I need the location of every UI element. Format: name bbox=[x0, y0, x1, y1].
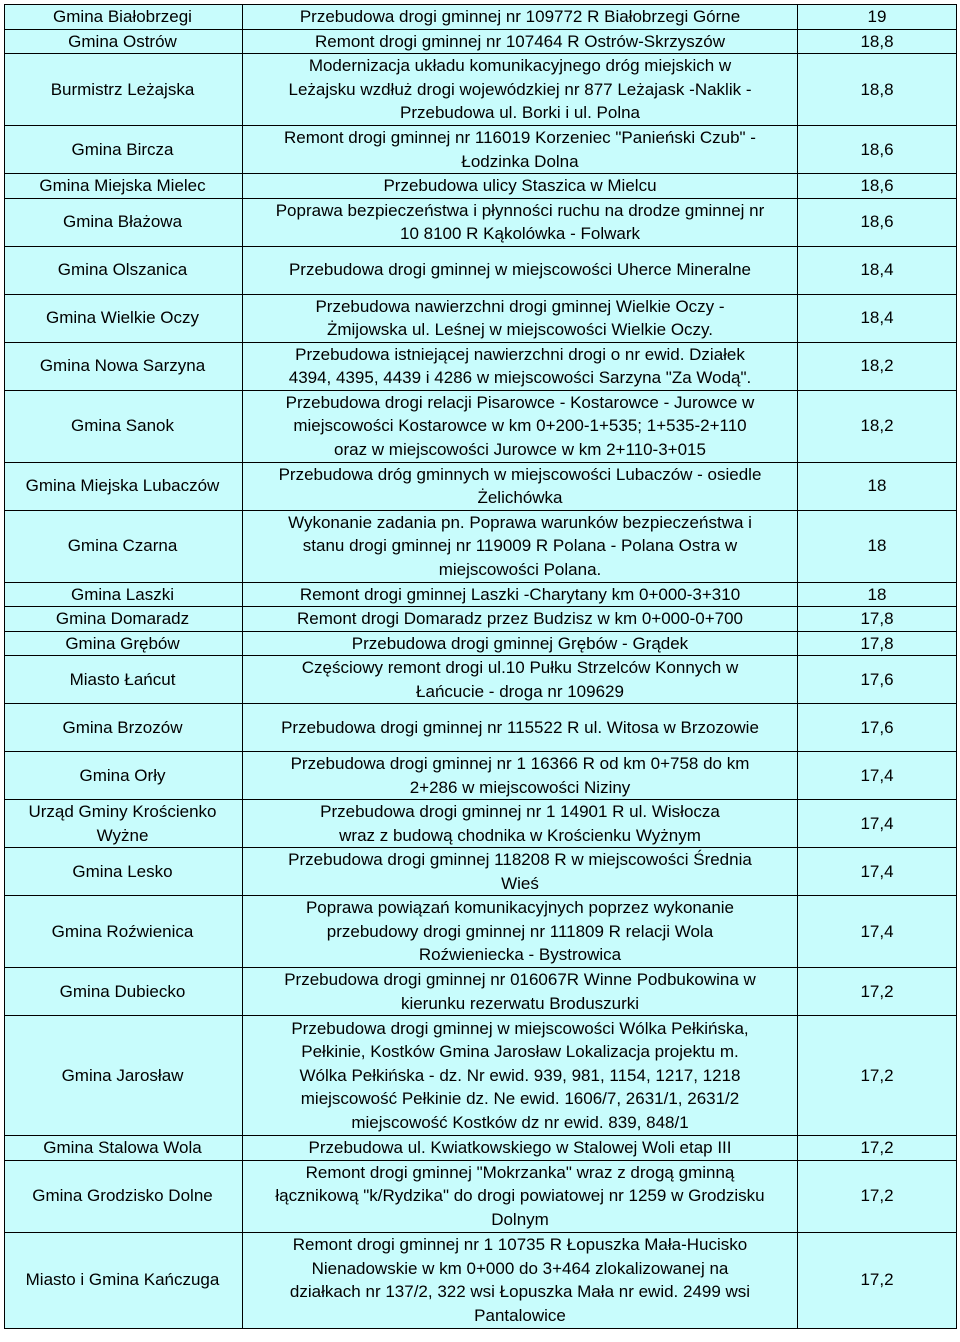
score-cell: 18,4 bbox=[798, 294, 957, 342]
table-row bbox=[5, 1160, 957, 1232]
task-cell bbox=[243, 54, 798, 126]
task-line: 4394, 4395, 4439 i 4286 w miejscowości Sarzyna "Za Wodą". bbox=[288, 368, 752, 387]
task-line: Modernizacja układu komunikacyjnego dróg miejskich w bbox=[308, 56, 732, 76]
entity-line: Urząd Gminy Krościenko bbox=[28, 802, 217, 821]
task-line: Remont drogi gminnej "Mokrzanka" wraz z drogą gminną bbox=[305, 1162, 735, 1182]
entity-cell bbox=[5, 631, 243, 656]
score-cell: 17,6 bbox=[798, 656, 957, 704]
task-cell bbox=[243, 246, 798, 294]
task-line: Przebudowa dróg gminnych w miejscowości Lubaczów - osiedle bbox=[278, 464, 762, 484]
task-line: Przebudowa ul. Kwiatkowskiego w Stalowej Woli etap III bbox=[308, 1138, 732, 1157]
entity-line: Gmina Błażowa bbox=[62, 212, 183, 232]
task-line: kierunku rezerwatu Broduszurki bbox=[400, 993, 640, 1013]
table-row bbox=[5, 1136, 957, 1161]
task-line: Remont drogi gminnej nr 116019 Korzeniec "Panieński Czub" - bbox=[284, 128, 756, 147]
entity-line: Gmina Lesko bbox=[72, 861, 173, 881]
entity-line: Gmina Jarosław bbox=[61, 1065, 184, 1085]
task-line: 10 8100 R Kąkolówka - Folwark bbox=[399, 224, 640, 243]
score-cell: 17,2 bbox=[798, 1232, 957, 1328]
task-cell bbox=[243, 29, 798, 54]
entity-cell bbox=[5, 126, 243, 174]
entity-cell bbox=[5, 848, 243, 896]
entity-cell bbox=[5, 342, 243, 390]
entity-cell bbox=[5, 294, 243, 342]
entity-line: Gmina Brzozów bbox=[62, 717, 183, 737]
task-line: Przebudowa ulicy Staszica w Mielcu bbox=[383, 176, 657, 195]
task-cell bbox=[243, 631, 798, 656]
entity-line: Gmina Białobrzegi bbox=[53, 7, 192, 26]
score-cell: 18,6 bbox=[798, 198, 957, 246]
entity-cell bbox=[5, 5, 243, 30]
entity-cell bbox=[5, 510, 243, 582]
table-row bbox=[5, 582, 957, 607]
task-line: Przebudowa drogi gminnej nr 115522 R ul. Witosa w Brzozowie bbox=[281, 717, 759, 737]
table-row bbox=[5, 704, 957, 752]
table-row bbox=[5, 246, 957, 294]
task-line: działkach nr 137/2, 322 wsi Łopuszka Mała nr ewid. 2499 wsi bbox=[289, 1282, 751, 1301]
table-row bbox=[5, 5, 957, 30]
entity-line: Gmina Roźwienica bbox=[51, 921, 194, 941]
task-cell bbox=[243, 462, 798, 510]
task-line: przebudowy drogi gminnej nr 111809 R relacji Wola bbox=[326, 921, 714, 941]
entity-line: Gmina Orły bbox=[79, 765, 166, 785]
score-cell: 17,4 bbox=[798, 896, 957, 968]
entity-cell bbox=[5, 752, 243, 800]
table-row bbox=[5, 1016, 957, 1136]
task-cell bbox=[243, 294, 798, 342]
task-line: Przebudowa ul. Borki i ul. Polna bbox=[399, 103, 641, 123]
task-line: Przebudowa drogi relacji Pisarowce - Kostarowce - Jurowce w bbox=[285, 392, 755, 412]
task-line: Remont drogi gminnej Laszki -Charytany km 0+000-3+310 bbox=[299, 584, 741, 604]
entity-line: Gmina Wielkie Oczy bbox=[45, 308, 200, 328]
score-cell: 18,6 bbox=[798, 126, 957, 174]
table-row bbox=[5, 631, 957, 656]
task-line: Nienadowskie w km 0+000 do 3+464 zlokalizowanej na bbox=[311, 1258, 729, 1278]
task-line: Łańcucie - droga nr 109629 bbox=[416, 681, 624, 701]
entity-line: Gmina Nowa Sarzyna bbox=[39, 356, 206, 376]
score-cell: 17,8 bbox=[798, 607, 957, 632]
score-cell: 18 bbox=[798, 462, 957, 510]
entity-cell bbox=[5, 462, 243, 510]
task-cell bbox=[243, 1232, 798, 1328]
score-cell: 17,4 bbox=[798, 848, 957, 896]
task-line: Roźwieniecka - Bystrowica bbox=[418, 945, 622, 965]
task-cell bbox=[243, 607, 798, 632]
score-cell: 17,4 bbox=[798, 752, 957, 800]
entity-line: Gmina Grodzisko Dolne bbox=[32, 1186, 213, 1206]
table-row bbox=[5, 294, 957, 342]
table-row bbox=[5, 29, 957, 54]
task-cell bbox=[243, 848, 798, 896]
task-line: Poprawa bezpieczeństwa i płynności ruchu na drodze gminnej nr bbox=[275, 200, 765, 220]
document-page bbox=[4, 4, 956, 1329]
task-line: Przebudowa drogi gminnej nr 1 14901 R ul. Wisłocza bbox=[320, 802, 720, 821]
table-row bbox=[5, 462, 957, 510]
task-line: Żelichówka bbox=[477, 488, 563, 507]
entity-cell bbox=[5, 246, 243, 294]
score-cell: 17,2 bbox=[798, 1136, 957, 1161]
task-cell bbox=[243, 1160, 798, 1232]
entity-line: Gmina Bircza bbox=[71, 139, 174, 159]
task-line: oraz w miejscowości Jurowce w km 2+110-3+015 bbox=[334, 439, 706, 459]
task-cell bbox=[243, 342, 798, 390]
task-line: Przebudowa drogi gminnej w miejscowości Uherce Mineralne bbox=[288, 260, 752, 280]
entity-line: Gmina Stalowa Wola bbox=[43, 1138, 202, 1157]
task-cell bbox=[243, 1136, 798, 1161]
entity-cell bbox=[5, 607, 243, 632]
score-cell: 17,2 bbox=[798, 968, 957, 1016]
score-cell: 18,8 bbox=[798, 54, 957, 126]
task-line: Wykonanie zadania pn. Poprawa warunków bezpieczeństwa i bbox=[288, 512, 752, 532]
score-cell: 18,2 bbox=[798, 342, 957, 390]
table-row bbox=[5, 752, 957, 800]
task-cell bbox=[243, 968, 798, 1016]
entity-cell bbox=[5, 896, 243, 968]
task-cell bbox=[243, 582, 798, 607]
table-row bbox=[5, 607, 957, 632]
entity-line: Gmina Grębów bbox=[65, 633, 180, 653]
table-row bbox=[5, 896, 957, 968]
task-cell bbox=[243, 752, 798, 800]
task-cell bbox=[243, 1016, 798, 1136]
table-row bbox=[5, 342, 957, 390]
task-line: miejscowość Pełkinie dz. Ne ewid. 1606/7, 2631/1, 2631/2 bbox=[300, 1089, 740, 1109]
entity-cell bbox=[5, 174, 243, 199]
entity-line: Gmina Sanok bbox=[71, 416, 174, 436]
entity-line: Burmistrz Leżajska bbox=[50, 79, 195, 99]
task-line: miejscowości Polana. bbox=[438, 559, 602, 579]
task-line: Przebudowa drogi gminnej nr 109772 R Białobrzegi Górne bbox=[299, 7, 741, 26]
entity-line: Gmina Miejska Lubaczów bbox=[25, 476, 220, 496]
table-row bbox=[5, 126, 957, 174]
score-cell: 18 bbox=[798, 582, 957, 607]
task-line: Remont drogi gminnej nr 107464 R Ostrów-Skrzyszów bbox=[314, 31, 726, 51]
task-line: Remont drogi Domaradz przez Budzisz w km 0+000-0+700 bbox=[297, 609, 743, 628]
score-cell: 17,2 bbox=[798, 1016, 957, 1136]
entity-line: Gmina Laszki bbox=[71, 584, 174, 604]
table-row bbox=[5, 848, 957, 896]
entity-cell bbox=[5, 1232, 243, 1328]
road-projects-table bbox=[4, 4, 957, 1329]
table-body bbox=[5, 5, 957, 1329]
entity-line: Gmina Czarna bbox=[67, 536, 178, 556]
score-cell: 18,8 bbox=[798, 29, 957, 54]
score-cell: 18,6 bbox=[798, 174, 957, 199]
entity-cell bbox=[5, 704, 243, 752]
task-line: Wólka Pełkińska - dz. Nr ewid. 939, 981, 1154, 1217, 1218 bbox=[299, 1065, 741, 1085]
task-line: stanu drogi gminnej nr 119009 R Polana - Polana Ostra w bbox=[302, 536, 738, 556]
task-cell bbox=[243, 656, 798, 704]
score-cell: 19 bbox=[798, 5, 957, 30]
task-line: łącznikową "k/Rydzika" do drogi powiatowej nr 1259 w Grodzisku bbox=[275, 1186, 765, 1206]
task-cell bbox=[243, 5, 798, 30]
task-cell bbox=[243, 126, 798, 174]
score-cell: 17,4 bbox=[798, 800, 957, 848]
task-line: Wieś bbox=[501, 873, 539, 893]
task-line: Remont drogi gminnej nr 1 10735 R Łopuszka Mała-Hucisko bbox=[292, 1235, 748, 1254]
entity-line: Wyżne bbox=[96, 825, 149, 845]
entity-line: Gmina Olszanica bbox=[57, 260, 188, 280]
task-line: miejscowości Kostarowce w km 0+200-1+535; 1+535-2+110 bbox=[293, 416, 747, 436]
task-line: Przebudowa drogi gminnej nr 1 16366 R od km 0+758 do km bbox=[290, 754, 750, 773]
task-line: Przebudowa istniejącej nawierzchni drogi o nr ewid. Działek bbox=[295, 344, 745, 364]
score-cell: 17,8 bbox=[798, 631, 957, 656]
task-line: Przebudowa drogi gminnej Grębów - Grądek bbox=[351, 633, 689, 653]
table-row bbox=[5, 198, 957, 246]
score-cell: 18 bbox=[798, 510, 957, 582]
score-cell: 18,4 bbox=[798, 246, 957, 294]
task-line: Przebudowa drogi gminnej w miejscowości Wólka Pełkińska, bbox=[291, 1018, 749, 1038]
table-row bbox=[5, 510, 957, 582]
entity-line: Gmina Ostrów bbox=[68, 31, 177, 51]
score-cell: 18,2 bbox=[798, 390, 957, 462]
entity-cell bbox=[5, 656, 243, 704]
entity-cell bbox=[5, 54, 243, 126]
task-line: miejscowość Kostków dz nr ewid. 839, 848/1 bbox=[351, 1112, 689, 1132]
table-row bbox=[5, 800, 957, 848]
entity-line: Gmina Dubiecko bbox=[59, 981, 186, 1001]
table-row bbox=[5, 656, 957, 704]
entity-cell bbox=[5, 1160, 243, 1232]
entity-cell bbox=[5, 390, 243, 462]
table-row bbox=[5, 1232, 957, 1328]
task-line: Przebudowa nawierzchni drogi gminnej Wielkie Oczy - bbox=[315, 296, 725, 316]
task-line: 2+286 w miejscowości Niziny bbox=[409, 777, 631, 797]
entity-cell bbox=[5, 29, 243, 54]
entity-line: Gmina Domaradz bbox=[55, 609, 190, 628]
entity-cell bbox=[5, 198, 243, 246]
entity-cell bbox=[5, 1016, 243, 1136]
task-line: wraz z budową chodnika w Krościenku Wyżnym bbox=[339, 825, 701, 845]
entity-cell bbox=[5, 1136, 243, 1161]
entity-cell bbox=[5, 968, 243, 1016]
task-line: Pantalowice bbox=[474, 1305, 566, 1325]
score-cell: 17,2 bbox=[798, 1160, 957, 1232]
table-row bbox=[5, 390, 957, 462]
task-cell bbox=[243, 174, 798, 199]
table-row bbox=[5, 174, 957, 199]
entity-line: Miasto i Gmina Kańczuga bbox=[25, 1270, 220, 1290]
task-line: Dolnym bbox=[491, 1209, 549, 1229]
task-line: Częściowy remont drogi ul.10 Pułku Strzelców Konnych w bbox=[301, 658, 739, 677]
task-cell bbox=[243, 510, 798, 582]
task-line: Poprawa powiązań komunikacyjnych poprzez wykonanie bbox=[305, 898, 735, 918]
entity-line: Miasto Łańcut bbox=[69, 669, 176, 689]
task-cell bbox=[243, 704, 798, 752]
task-cell bbox=[243, 390, 798, 462]
task-cell bbox=[243, 198, 798, 246]
entity-cell bbox=[5, 800, 243, 848]
table-row bbox=[5, 968, 957, 1016]
task-cell bbox=[243, 800, 798, 848]
table-row bbox=[5, 54, 957, 126]
task-line: Leżajsku wzdłuż drogi wojewódzkiej nr 877 Leżajask -Naklik - bbox=[288, 79, 752, 99]
task-line: Łodzinka Dolna bbox=[461, 151, 579, 171]
score-cell: 17,6 bbox=[798, 704, 957, 752]
task-line: Pełkinie, Kostków Gmina Jarosław Lokalizacja projektu m. bbox=[301, 1042, 739, 1062]
entity-line: Gmina Miejska Mielec bbox=[39, 176, 206, 195]
task-line: Przebudowa drogi gminnej nr 016067R Winne Podbukowina w bbox=[284, 970, 756, 989]
task-line: Żmijowska ul. Leśnej w miejscowości Wielkie Oczy. bbox=[326, 320, 714, 339]
task-line: Przebudowa drogi gminnej 118208 R w miejscowości Średnia bbox=[288, 850, 752, 869]
task-cell bbox=[243, 896, 798, 968]
entity-cell bbox=[5, 582, 243, 607]
